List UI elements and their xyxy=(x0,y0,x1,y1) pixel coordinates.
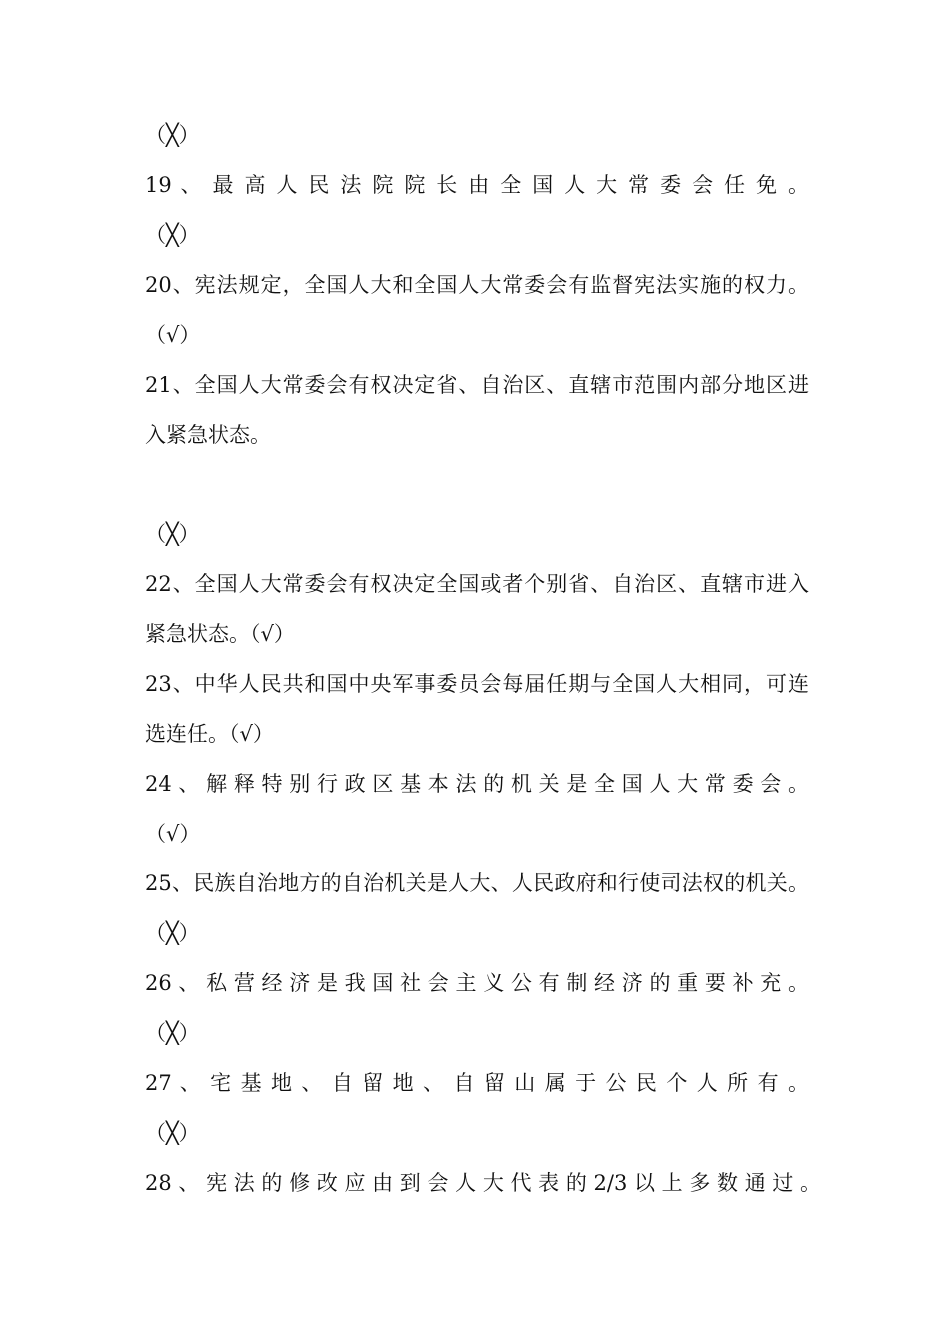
answer-mark-25: （╳） xyxy=(145,921,200,945)
statement-24: 24 、 解 释 特 别 行 政 区 基 本 法 的 机 关 是 全 国 人 大 常 委 会 。 xyxy=(145,772,809,796)
statement-21-line2: 入紧急状态。 xyxy=(145,423,271,447)
answer-mark-26: （╳） xyxy=(145,1021,200,1045)
statement-25: 25、民族自治地方的自治机关是人大、人民政府和行使司法权的机关。 xyxy=(145,871,809,895)
statement-28: 28 、 宪 法 的 修 改 应 由 到 会 人 大 代 表 的 2/3 以 上 多 数 通 过 。 xyxy=(145,1171,822,1195)
answer-mark-18: （╳） xyxy=(145,123,200,147)
statement-19: 19 、 最 高 人 民 法 院 院 长 由 全 国 人 大 常 委 会 任 免 。 xyxy=(145,173,809,197)
statement-26: 26 、 私 营 经 济 是 我 国 社 会 主 义 公 有 制 经 济 的 重 要 补 充 。 xyxy=(145,971,809,995)
statement-21-line1: 21、全国人大常委会有权决定省、自治区、直辖市范围内部分地区进 xyxy=(145,373,809,397)
answer-mark-27: （╳） xyxy=(145,1121,200,1145)
statement-22-line2: 紧急状态。（√） xyxy=(145,622,295,646)
answer-mark-24: （√） xyxy=(145,822,201,846)
statement-23-line1: 23、中华人民共和国中央军事委员会每届任期与全国人大相同，可连 xyxy=(145,672,809,696)
statement-23-line2: 选连任。（√） xyxy=(145,722,274,746)
answer-mark-20: （√） xyxy=(145,323,201,347)
answer-mark-19: （╳） xyxy=(145,223,200,247)
statement-22-line1: 22、全国人大常委会有权决定全国或者个别省、自治区、直辖市进入 xyxy=(145,572,809,596)
answer-mark-21: （╳） xyxy=(145,522,200,546)
statement-27: 27 、 宅 基 地 、 自 留 地 、 自 留 山 属 于 公 民 个 人 所 有 。 xyxy=(145,1071,809,1095)
statement-20: 20、宪法规定，全国人大和全国人大常委会有监督宪法实施的权力。 xyxy=(145,273,809,297)
